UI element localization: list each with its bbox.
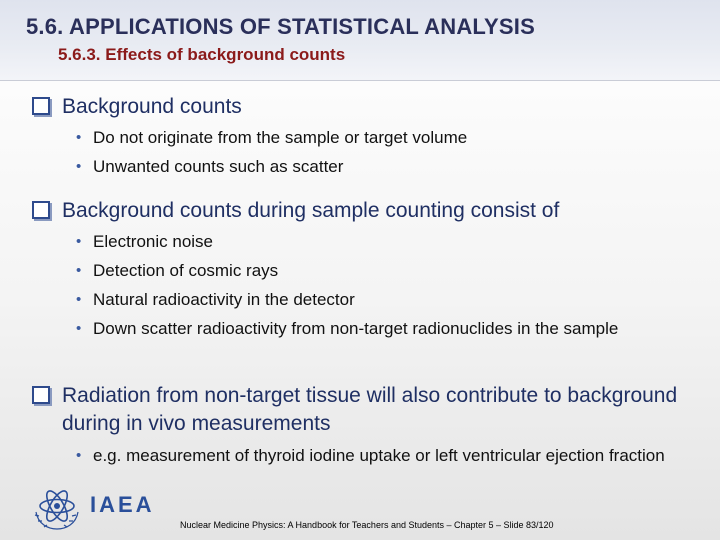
logo-text: IAEA <box>90 492 155 517</box>
bullet-item: • Down scatter radioactivity from non-target radionuclides in the sample <box>76 317 703 341</box>
bullet-item: • Unwanted counts such as scatter <box>76 155 703 179</box>
iaea-atom-emblem-icon <box>30 482 84 532</box>
checkbox-bullet-icon <box>32 201 50 219</box>
slide-title: 5.6. APPLICATIONS OF STATISTICAL ANALYSIS <box>26 14 535 39</box>
bullet-item: • Natural radioactivity in the detector <box>76 288 703 312</box>
iaea-logo <box>30 482 160 532</box>
slide-footer: Nuclear Medicine Physics: A Handbook for Teachers and Students – Chapter 5 – Slide 83/120 <box>180 520 554 530</box>
bullet-item: • e.g. measurement of thyroid iodine uptake or left ventricular ejection fraction <box>76 444 703 468</box>
bullet-list <box>76 444 703 473</box>
bullet-list <box>76 230 703 346</box>
bullet-list <box>76 126 703 184</box>
bullet-item: • Detection of cosmic rays <box>76 259 703 283</box>
slide-subtitle: 5.6.3. Effects of background counts <box>58 45 346 64</box>
checkbox-bullet-icon <box>32 386 50 404</box>
bullet-item: • Do not originate from the sample or target volume <box>76 126 703 150</box>
topic-heading: Radiation from non-target tissue will also contribute to background during in vivo measurements <box>62 384 678 435</box>
topic-heading: Background counts <box>62 95 242 118</box>
topic-heading: Background counts during sample counting consist of <box>62 199 560 222</box>
checkbox-bullet-icon <box>32 97 50 115</box>
bullet-item: • Electronic noise <box>76 230 703 254</box>
